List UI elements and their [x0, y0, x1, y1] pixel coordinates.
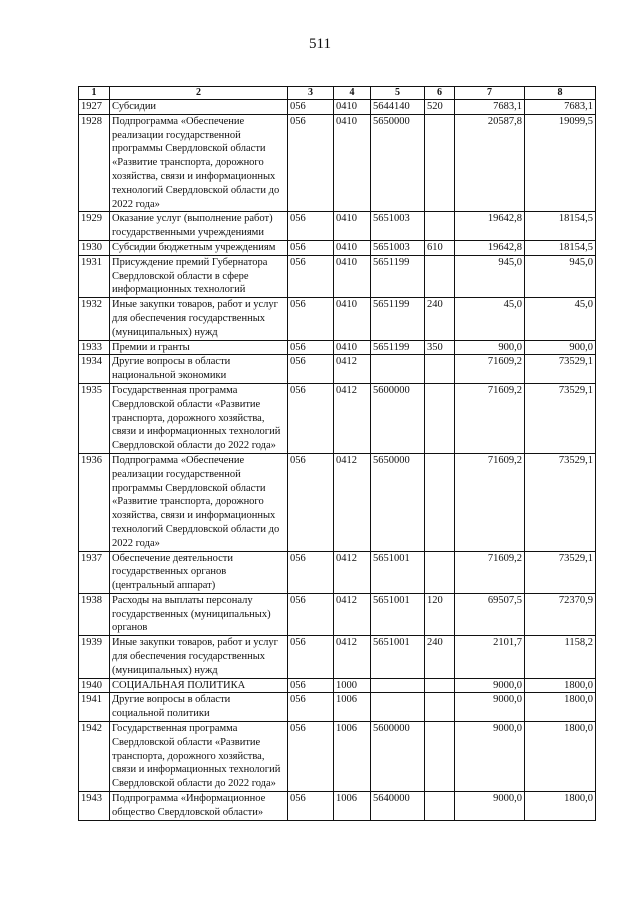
row-ministry-code: 056	[288, 212, 334, 241]
row-amount-col8: 7683,1	[525, 100, 596, 115]
row-target-code	[371, 678, 425, 693]
row-number: 1931	[79, 255, 110, 297]
row-target-code: 5651001	[371, 593, 425, 635]
row-target-code: 5651003	[371, 240, 425, 255]
row-amount-col7: 9000,0	[455, 693, 525, 722]
row-ministry-code: 056	[288, 383, 334, 453]
row-name: Субсидии бюджетным учреждениям	[110, 240, 288, 255]
row-expense-type	[425, 453, 455, 551]
row-target-code: 5650000	[371, 114, 425, 212]
row-expense-type	[425, 551, 455, 593]
row-amount-col8: 1158,2	[525, 636, 596, 678]
table-row	[79, 792, 596, 821]
row-section-code: 0412	[334, 453, 371, 551]
row-ministry-code: 056	[288, 355, 334, 384]
header-col-8: 8	[525, 87, 596, 100]
row-number: 1930	[79, 240, 110, 255]
header-col-4: 4	[334, 87, 371, 100]
table-row	[79, 636, 596, 678]
row-number: 1934	[79, 355, 110, 384]
row-number: 1927	[79, 100, 110, 115]
row-ministry-code: 056	[288, 240, 334, 255]
row-number: 1942	[79, 722, 110, 792]
row-amount-col8: 45,0	[525, 298, 596, 340]
row-amount-col8: 19099,5	[525, 114, 596, 212]
row-target-code: 5651199	[371, 298, 425, 340]
row-amount-col7: 71609,2	[455, 383, 525, 453]
row-section-code: 1006	[334, 693, 371, 722]
table-row	[79, 100, 596, 115]
header-col-2: 2	[110, 87, 288, 100]
row-section-code: 1006	[334, 722, 371, 792]
row-number: 1932	[79, 298, 110, 340]
row-name: Обеспечение деятельности государственных органов (центральный аппарат)	[110, 551, 288, 593]
row-expense-type	[425, 383, 455, 453]
page-number: 511	[309, 36, 331, 52]
row-ministry-code: 056	[288, 114, 334, 212]
row-target-code	[371, 355, 425, 384]
row-ministry-code: 056	[288, 722, 334, 792]
row-target-code: 5651003	[371, 212, 425, 241]
row-amount-col8: 1800,0	[525, 693, 596, 722]
row-section-code: 0410	[334, 255, 371, 297]
row-expense-type: 240	[425, 636, 455, 678]
row-amount-col7: 900,0	[455, 340, 525, 355]
row-name: Подпрограмма «Обеспечение реализации государственной программы Свердловской области «Развитие транспорта, дорожного хозяйства, связи и информационных технологий Свердловской области до 2022 года»	[110, 453, 288, 551]
row-target-code: 5651199	[371, 255, 425, 297]
row-target-code: 5600000	[371, 383, 425, 453]
row-amount-col8: 73529,1	[525, 551, 596, 593]
table-row	[79, 722, 596, 792]
row-expense-type	[425, 355, 455, 384]
table-row	[79, 551, 596, 593]
row-name: Другие вопросы в области социальной политики	[110, 693, 288, 722]
row-name: Другие вопросы в области национальной экономики	[110, 355, 288, 384]
table-row	[79, 693, 596, 722]
row-amount-col8: 18154,5	[525, 240, 596, 255]
row-ministry-code: 056	[288, 340, 334, 355]
header-col-6: 6	[425, 87, 455, 100]
row-expense-type	[425, 255, 455, 297]
row-ministry-code: 056	[288, 693, 334, 722]
row-amount-col7: 2101,7	[455, 636, 525, 678]
row-ministry-code: 056	[288, 593, 334, 635]
table-row	[79, 355, 596, 384]
row-amount-col7: 71609,2	[455, 355, 525, 384]
row-amount-col7: 19642,8	[455, 240, 525, 255]
row-expense-type	[425, 212, 455, 241]
row-section-code: 0410	[334, 298, 371, 340]
row-ministry-code: 056	[288, 255, 334, 297]
row-expense-type: 120	[425, 593, 455, 635]
row-number: 1938	[79, 593, 110, 635]
row-ministry-code: 056	[288, 678, 334, 693]
table-row	[79, 212, 596, 241]
row-expense-type: 240	[425, 298, 455, 340]
row-target-code	[371, 693, 425, 722]
header-col-1: 1	[79, 87, 110, 100]
row-target-code: 5600000	[371, 722, 425, 792]
row-section-code: 0412	[334, 636, 371, 678]
row-ministry-code: 056	[288, 636, 334, 678]
row-amount-col7: 945,0	[455, 255, 525, 297]
row-number: 1936	[79, 453, 110, 551]
row-number: 1937	[79, 551, 110, 593]
row-amount-col7: 45,0	[455, 298, 525, 340]
row-target-code: 5651199	[371, 340, 425, 355]
row-amount-col8: 1800,0	[525, 792, 596, 821]
row-amount-col8: 73529,1	[525, 453, 596, 551]
row-name: Расходы на выплаты персоналу государственных (муниципальных) органов	[110, 593, 288, 635]
table-row	[79, 678, 596, 693]
row-amount-col7: 71609,2	[455, 551, 525, 593]
row-target-code: 5651001	[371, 636, 425, 678]
row-amount-col7: 9000,0	[455, 722, 525, 792]
row-amount-col7: 69507,5	[455, 593, 525, 635]
row-target-code: 5644140	[371, 100, 425, 115]
budget-table	[78, 86, 596, 821]
row-expense-type: 520	[425, 100, 455, 115]
row-amount-col7: 9000,0	[455, 792, 525, 821]
row-amount-col8: 18154,5	[525, 212, 596, 241]
table-row	[79, 340, 596, 355]
row-name: Подпрограмма «Обеспечение реализации государственной программы Свердловской области «Развитие транспорта, дорожного хозяйства, связи и информационных технологий Свердловской области до 2022 года»	[110, 114, 288, 212]
row-number: 1941	[79, 693, 110, 722]
row-ministry-code: 056	[288, 792, 334, 821]
row-section-code: 1000	[334, 678, 371, 693]
row-name: Премии и гранты	[110, 340, 288, 355]
row-ministry-code: 056	[288, 551, 334, 593]
row-amount-col8: 900,0	[525, 340, 596, 355]
row-expense-type: 610	[425, 240, 455, 255]
row-amount-col7: 7683,1	[455, 100, 525, 115]
row-name: Присуждение премий Губернатора Свердловской области в сфере информационных технологий	[110, 255, 288, 297]
table-row	[79, 298, 596, 340]
row-name: СОЦИАЛЬНАЯ ПОЛИТИКА	[110, 678, 288, 693]
row-expense-type	[425, 678, 455, 693]
row-section-code: 1006	[334, 792, 371, 821]
row-target-code: 5650000	[371, 453, 425, 551]
row-number: 1939	[79, 636, 110, 678]
row-ministry-code: 056	[288, 100, 334, 115]
row-amount-col7: 9000,0	[455, 678, 525, 693]
table-row	[79, 114, 596, 212]
row-expense-type	[425, 693, 455, 722]
row-expense-type: 350	[425, 340, 455, 355]
row-amount-col8: 73529,1	[525, 383, 596, 453]
row-section-code: 0410	[334, 212, 371, 241]
row-amount-col8: 1800,0	[525, 678, 596, 693]
row-name: Государственная программа Свердловской области «Развитие транспорта, дорожного хозяйства, связи и информационных технологий Свердловской области до 2022 года»	[110, 383, 288, 453]
row-section-code: 0412	[334, 593, 371, 635]
row-ministry-code: 056	[288, 453, 334, 551]
row-amount-col8: 73529,1	[525, 355, 596, 384]
header-col-3: 3	[288, 87, 334, 100]
header-row	[79, 87, 596, 100]
row-amount-col8: 72370,9	[525, 593, 596, 635]
row-section-code: 0410	[334, 100, 371, 115]
row-number: 1929	[79, 212, 110, 241]
row-name: Оказание услуг (выполнение работ) государственными учреждениями	[110, 212, 288, 241]
row-section-code: 0412	[334, 355, 371, 384]
row-number: 1928	[79, 114, 110, 212]
header-col-5: 5	[371, 87, 425, 100]
row-name: Иные закупки товаров, работ и услуг для обеспечения государственных (муниципальных) нужд	[110, 636, 288, 678]
row-amount-col8: 945,0	[525, 255, 596, 297]
row-ministry-code: 056	[288, 298, 334, 340]
row-amount-col7: 20587,8	[455, 114, 525, 212]
table-row	[79, 240, 596, 255]
row-name: Субсидии	[110, 100, 288, 115]
row-section-code: 0412	[334, 551, 371, 593]
row-name: Государственная программа Свердловской области «Развитие транспорта, дорожного хозяйства, связи и информационных технологий Свердловской области до 2022 года»	[110, 722, 288, 792]
table-row	[79, 453, 596, 551]
table-row	[79, 255, 596, 297]
row-section-code: 0410	[334, 340, 371, 355]
row-expense-type	[425, 722, 455, 792]
row-target-code: 5640000	[371, 792, 425, 821]
row-number: 1940	[79, 678, 110, 693]
header-col-7: 7	[455, 87, 525, 100]
row-target-code: 5651001	[371, 551, 425, 593]
row-number: 1933	[79, 340, 110, 355]
row-amount-col8: 1800,0	[525, 722, 596, 792]
row-section-code: 0410	[334, 240, 371, 255]
row-amount-col7: 71609,2	[455, 453, 525, 551]
row-section-code: 0410	[334, 114, 371, 212]
row-name: Подпрограмма «Информационное общество Свердловской области»	[110, 792, 288, 821]
row-amount-col7: 19642,8	[455, 212, 525, 241]
table-row	[79, 593, 596, 635]
row-number: 1943	[79, 792, 110, 821]
row-number: 1935	[79, 383, 110, 453]
row-expense-type	[425, 792, 455, 821]
row-section-code: 0412	[334, 383, 371, 453]
table-row	[79, 383, 596, 453]
row-name: Иные закупки товаров, работ и услуг для обеспечения государственных (муниципальных) нужд	[110, 298, 288, 340]
row-expense-type	[425, 114, 455, 212]
